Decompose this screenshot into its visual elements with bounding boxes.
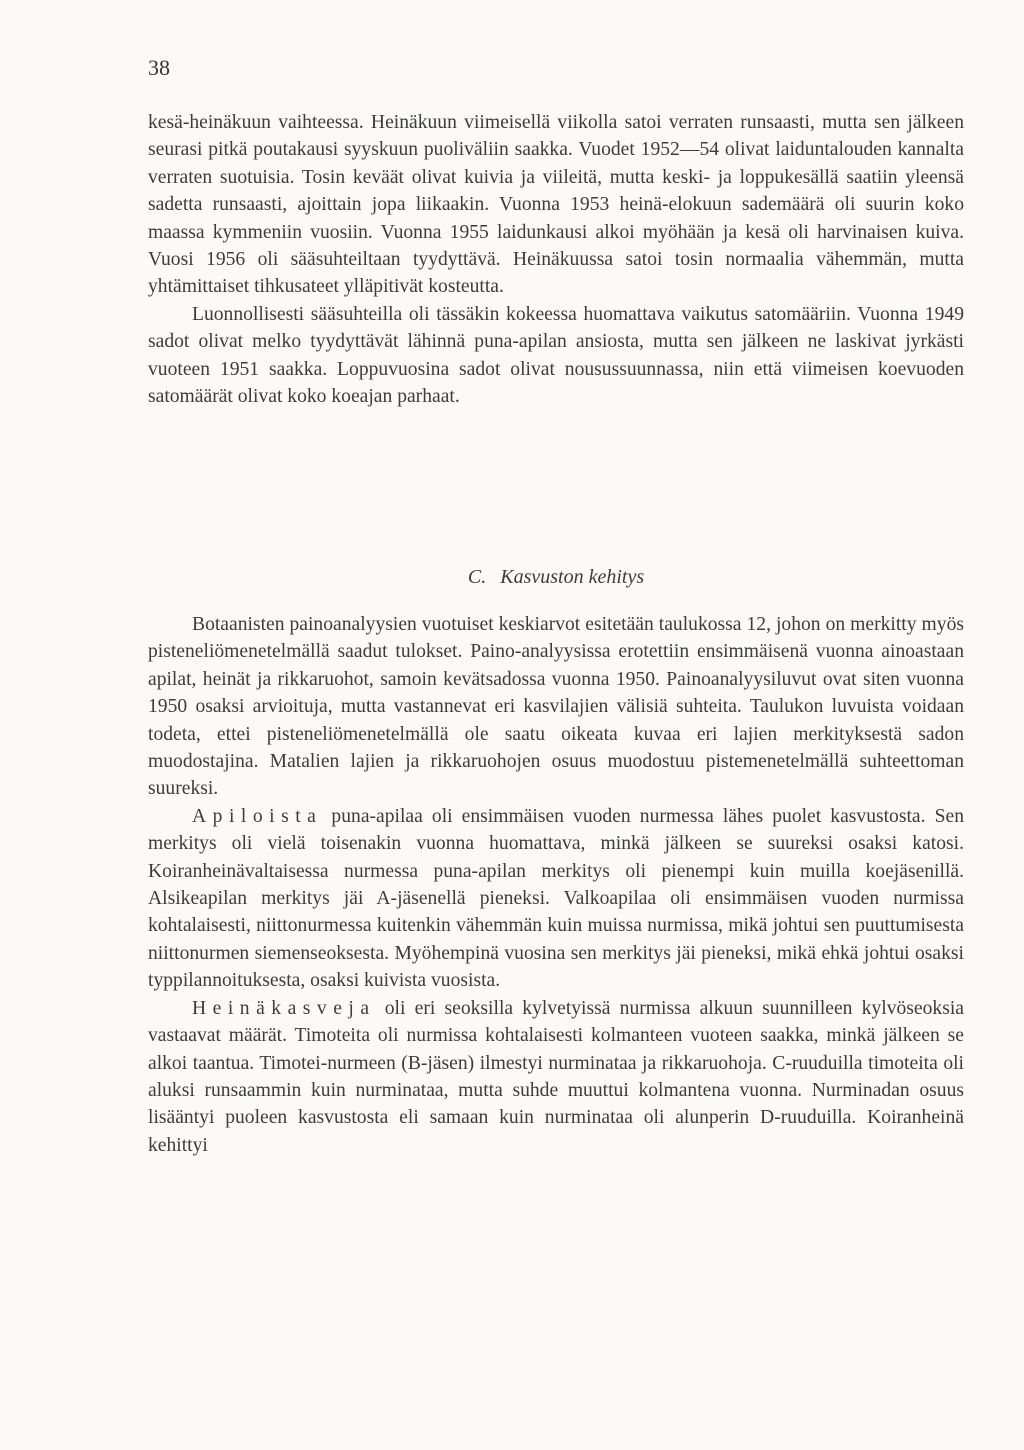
section-heading: [148, 564, 964, 590]
paragraph-weather: kesä-heinäkuun vaihteessa. Heinäkuun viimeisellä viikolla satoi verraten runsaasti, mutta sen jälkeen seurasi pitkä poutakausi syyskuun puoliväliin saakka. Vuodet 1952—54 olivat laiduntalouden kannalta verraten suotuisia. Tosin keväät olivat kuivia ja viileitä, mutta keski- ja loppukesällä saatiin yleensä sadetta runsaasti, ajoittain jopa liikaakin. Vuonna 1953 heinä-elokuun sademäärä oli suurin koko maassa kymmeniin vuosiin. Vuonna 1955 laidunkausi alkoi myöhään ja kesä oli harvinaisen kuiva. Vuosi 1956 oli sääsuhteiltaan tyydyttävä. Heinäkuussa satoi tosin normaalia vähemmän, mutta yhtämittaiset tihkusateet ylläpitivät kosteutta.: [148, 112, 964, 298]
paragraph-clovers: [148, 803, 964, 995]
page-number: 38: [148, 55, 170, 80]
paragraph-grasses: [148, 995, 964, 1159]
paragraph-grasses-lead: Heinäkasveja: [192, 997, 376, 1019]
paragraph-botanical-analysis: Botaanisten painoanalyysien vuotuiset keskiarvot esitetään taulukossa 12, johon on merkitty myös pisteneliömenetelmällä saadut tulokset. Paino-analyysissa erotettiin ensimmäisenä vuonna ainoastaan apilat, heinät ja rikkaruohot, samoin kevätsadossa vuonna 1950. Painoanalyysiluvut ovat siten vuonna 1950 osaksi arvioituja, mutta vastannevat eri kasvilajien välisiä suhteita. Taulukon luvuista voidaan todeta, ettei pisteneliömenetelmällä ole saatu oikeata kuvaa eri lajien merkityksestä sadon muodostajina. Matalien lajien ja rikkaruohojen osuus muodostuu pistemenetelmällä suhteettoman suureksi.: [148, 614, 964, 800]
section-heading-letter: C.: [467, 566, 487, 588]
paragraph-grasses-text: oli eri seoksilla kylvetyissä nurmissa alkuun suunnilleen kylvöseoksia vastaavat määrät. Timoteita oli nurmissa kohtalaisesti kolmanteen vuoteen saakka, minkä jälkeen se alkoi taantua. Timotei-nurmeen (B-jäsen) ilmestyi nurminataa ja rikkaruohoja. C-ruuduilla timoteita oli aluksi runsaammin kuin nurminataa, mutta suhde muuttui kolmantena vuonna. Nurminadan osuus lisääntyi puoleen kasvustosta eli samaan kuin nurminataa oli alunperin D-ruuduilla. Koiranheinä kehittyi: [148, 997, 964, 1156]
section-heading-title: Kasvuston kehitys: [500, 566, 645, 588]
paragraph-clovers-lead: Apiloista: [192, 805, 323, 827]
section-c-body: [148, 611, 964, 1159]
paragraph-yields: Luonnollisesti sääsuhteilla oli tässäkin kokeessa huomattava vaikutus satomääriin. Vuonna 1949 sadot olivat melko tyydyttävät lähinnä puna-apilan ansiosta, mutta sen jälkeen ne laskivat jyrkästi vuoteen 1951 saakka. Loppuvuosina sadot olivat nousussuunnassa, niin että viimeisen koevuoden satomäärät olivat koko koeajan parhaat.: [148, 303, 964, 408]
paragraph-clovers-text: puna-apilaa oli ensimmäisen vuoden nurmessa lähes puolet kasvustosta. Sen merkitys oli vielä toisenakin vuonna huomattava, minkä jälkeen se suureksi osaksi katosi. Koiranheinävaltaisessa nurmessa puna-apilan merkitys oli pienempi kuin muilla koejäsenillä. Alsikeapilan merkitys jäi A-jäsenellä pieneksi. Valkoapilaa oli ensimmäisen vuoden nurmissa kohtalaisesti, niittonurmessa kuitenkin vähemmän kuin muissa nurmissa, mikä johtui sen puuttumisesta niittonurmen siemenseoksesta. Myöhempinä vuosina sen merkitys jäi pieneksi, mikä ehkä johtui osaksi typpilannoituksesta, osaksi kuivista vuosista.: [148, 805, 964, 992]
section-b-body: [148, 109, 964, 410]
